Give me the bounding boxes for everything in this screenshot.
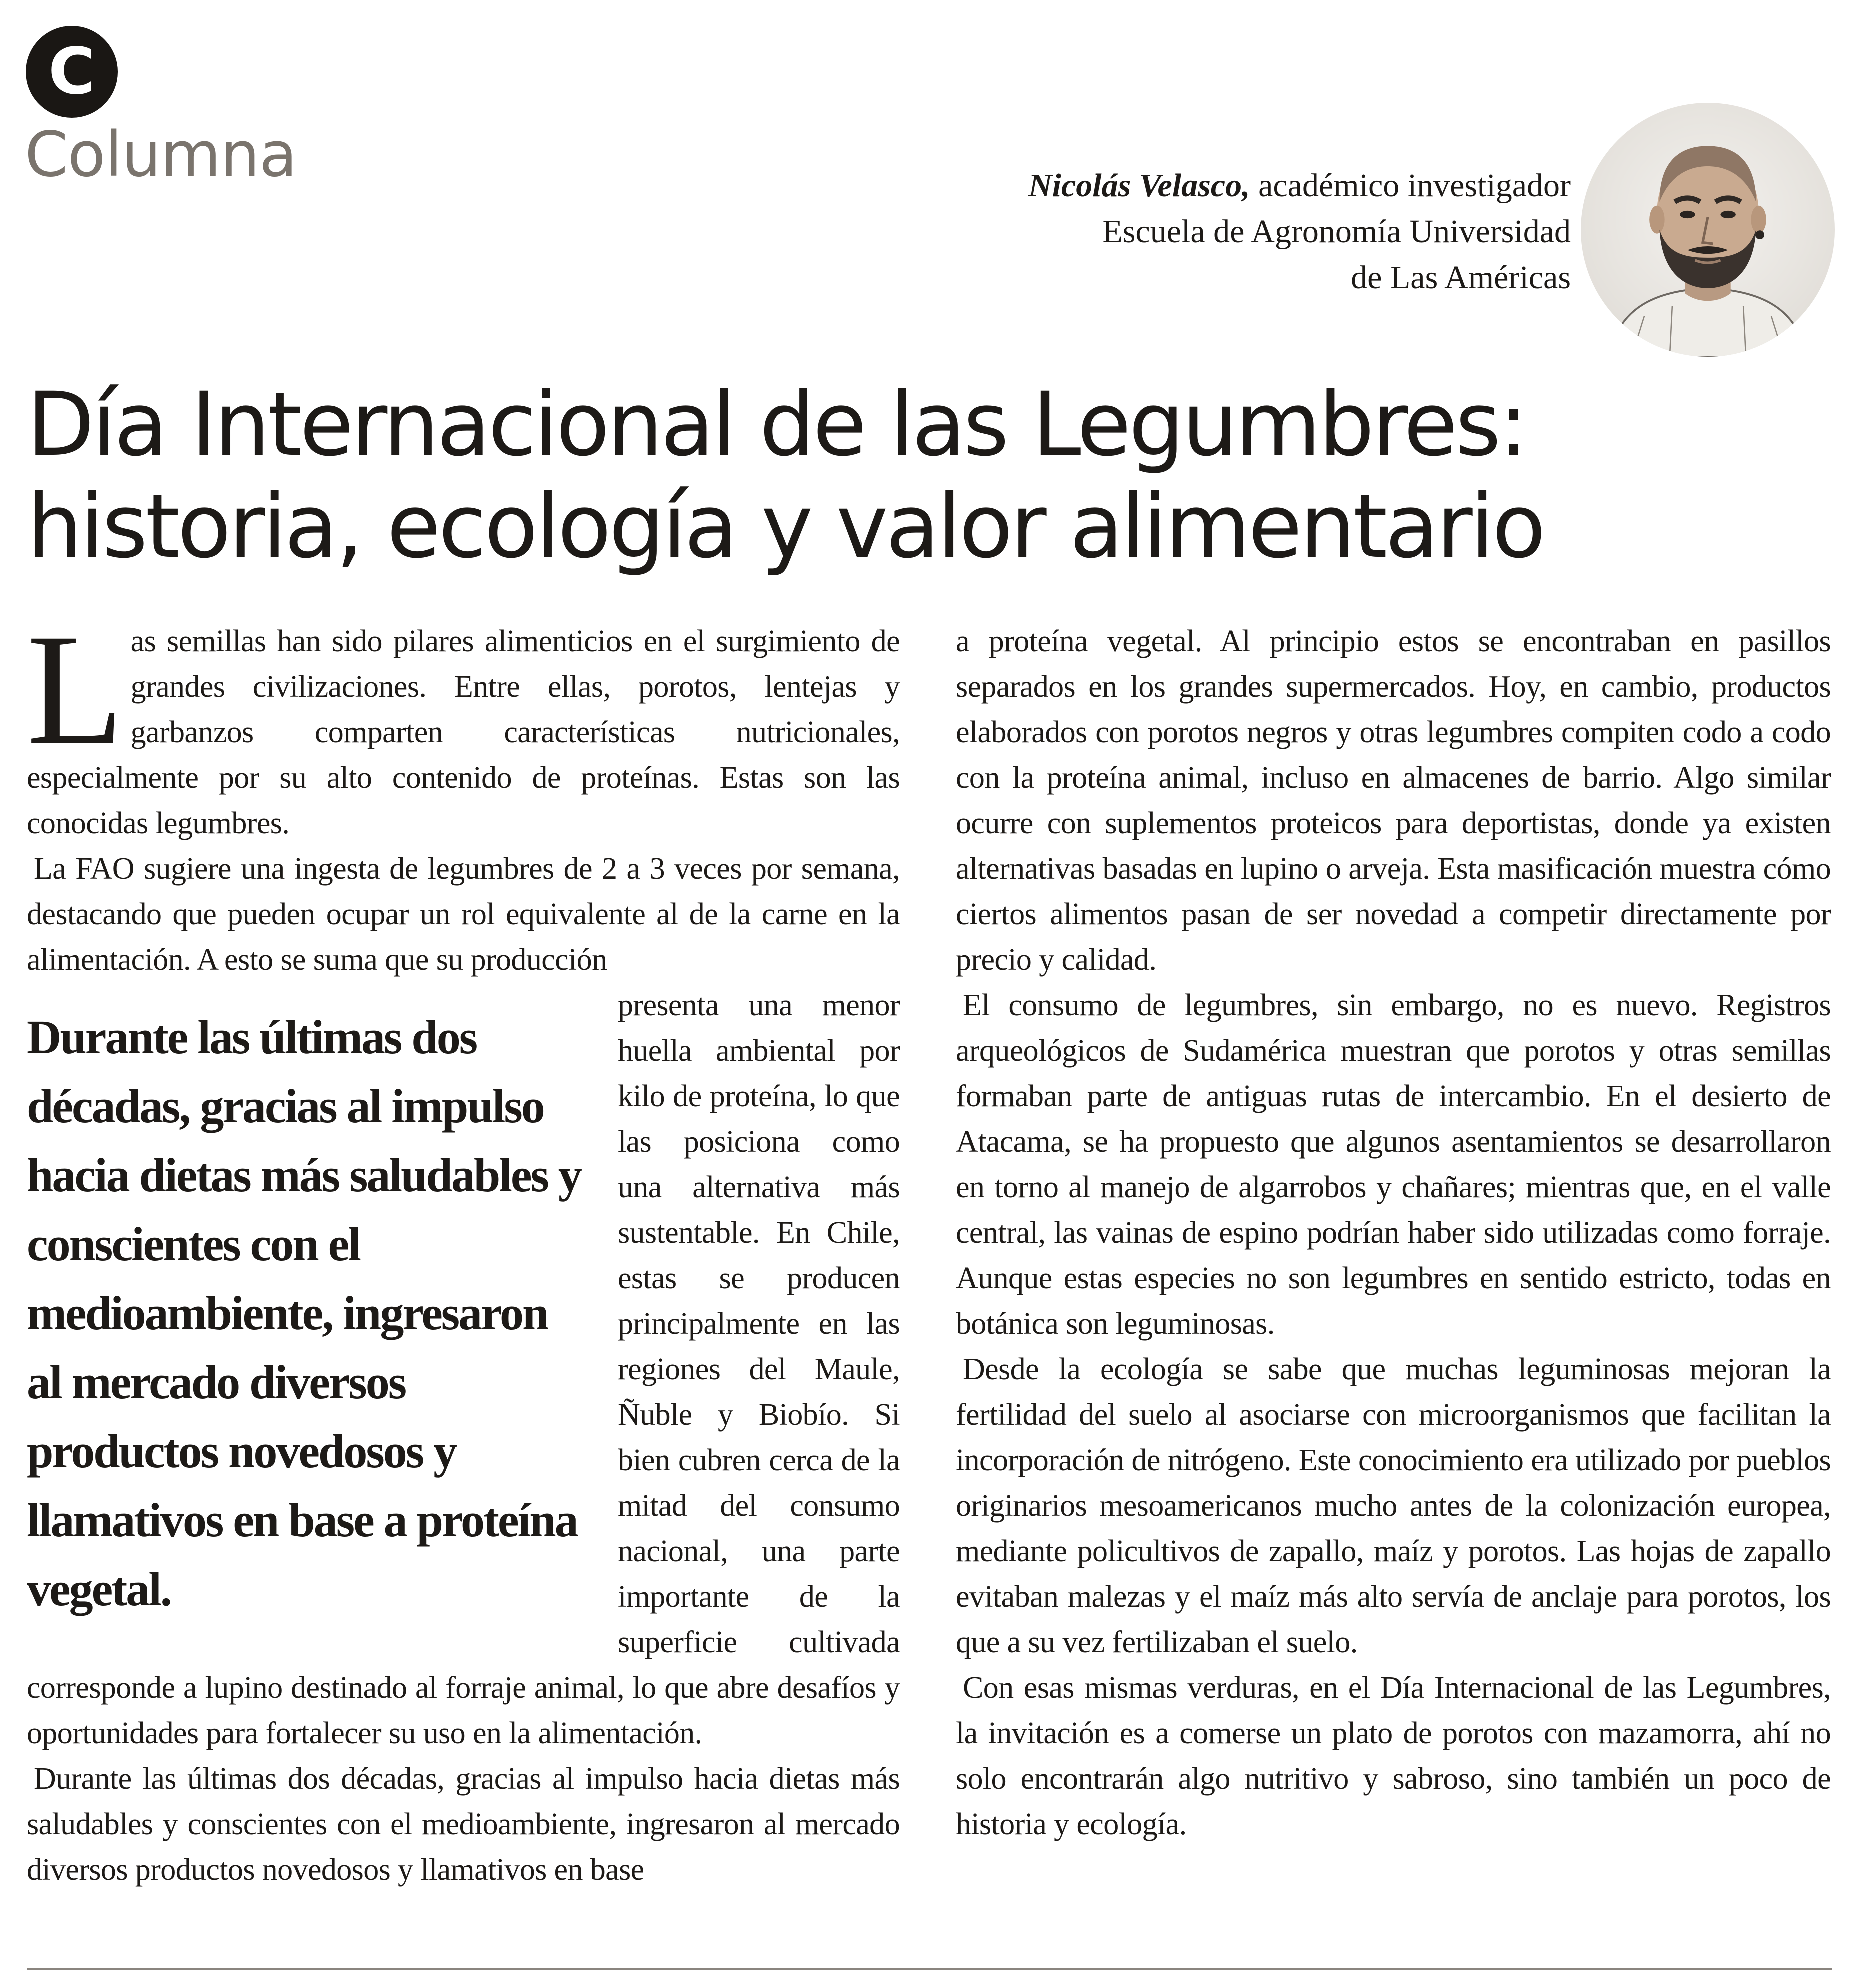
section-badge [26,26,118,118]
paragraph-6: Con esas mismas verduras, en el Día Internacional de las Legumbres, la invitación es a comerse un plato de porotos con mazamorra, ahí no solo encontrarán algo nutritivo y sabroso, sino también un poco de historia y ecología. [956,1671,1831,1842]
author-affiliation-2: de Las Américas [1351,260,1571,296]
paragraph-5: Desde la ecología se sabe que muchas leguminosas mejoran la fertilidad del suelo al asociarse con microorganismos que facilitan la incorporación de nitrógeno. Este conocimiento era utilizado por pueblos originarios mesoamericanos mucho antes de la colonización europea, mediante policultivos de zapallo, maíz y porotos. Las hojas de zapallo evitaban malezas y el maíz más alto servía de anclaje para porotos, los que a su vez fertilizaban el suelo. [956,1352,1831,1660]
body-column-left [27,602,900,1893]
section-badge-letter: C [48,34,96,109]
headline [27,374,1847,578]
author-portrait-illustration [1581,103,1835,357]
paragraph-1: as semillas han sido pilares alimenticios en el surgimiento de grandes civilizaciones. Entre ellas, porotos, lentejas y garbanzos comparten características nutricionales, especialmente por su alto contenido de proteínas. Estas son las conocidas legumbres. [27,624,900,840]
paragraph-4: El consumo de legumbres, sin embargo, no es nuevo. Registros arqueológicos de Sudamérica muestran que porotos y otras semillas formaban parte de antiguas rutas de intercambio. En el desierto de Atacama, se ha propuesto que algunos asentamientos se desarrollaron en torno al manejo de algarrobos y chañares; mientras que, en el valle central, las vainas de espino podrían haber sido utilizadas como forraje. Aunque estas especies no son legumbres en sentido estricto, todas en botánica son leguminosas. [956,988,1831,1341]
paragraph-2-continued: presenta una menor huella ambiental por kilo de proteína, lo que las posiciona como una alternativa más sustentable. En Chile, estas se producen principalmente en las regiones del Maule, Ñuble y Biobío. Si bien cubren cerca de la mitad del consumo nacional, una parte importante de la superficie cultivada corresponde a lupino destinado al forraje animal, lo que abre desafíos y oportunidades para fortalecer su uso en la alimentación. [27,988,900,1750]
paragraph-3-continued: a proteína vegetal. Al principio estos se encontraban en pasillos separados en los grandes supermercados. Hoy, en cambio, productos elaborados con porotos negros y otras legumbres compiten codo a codo con la proteína animal, incluso en almacenes de barrio. Algo similar ocurre con suplementos proteicos para deportistas, donde ya existen alternativas basadas en lupino o arveja. Esta masificación muestra cómo ciertos alimentos pasan de ser novedad a competir directamente por precio y calidad. [956,624,1831,977]
pull-quote: Durante las últimas dos décadas, gracias al impulso hacia dietas más saludables y conscientes con el medioambiente, ingresaron al mercado diversos productos novedosos y llamativos en base a proteína vegetal. [27,1010,581,1616]
headline-line-2: historia, ecología y valor alimentario [27,476,1544,578]
section-label: Columna [25,119,297,191]
author-photo [1581,103,1835,357]
author-affiliation: Escuela de Agronomía Universidad [1102,214,1571,250]
headline-line-1: Día Internacional de las Legumbres: [27,374,1526,476]
bottom-divider [27,1968,1832,1970]
paragraph-3: Durante las últimas dos décadas, gracias al impulso hacia dietas más saludables y conscientes con el medioambiente, ingresaron al mercado diversos productos novedosos y llamativos en base [27,1762,900,1887]
author-byline [821,163,1571,301]
body-column-right [956,619,1831,1848]
paragraph-2: La FAO sugiere una ingesta de legumbres de 2 a 3 veces por semana, destacando que pueden ocupar un rol equivalente al de la carne en la alimentación. A esto se suma que su producción [27,852,900,977]
drop-cap: L [27,602,124,778]
author-role: académico investigador [1258,168,1571,204]
author-name: Nicolás Velasco, [1028,168,1250,204]
